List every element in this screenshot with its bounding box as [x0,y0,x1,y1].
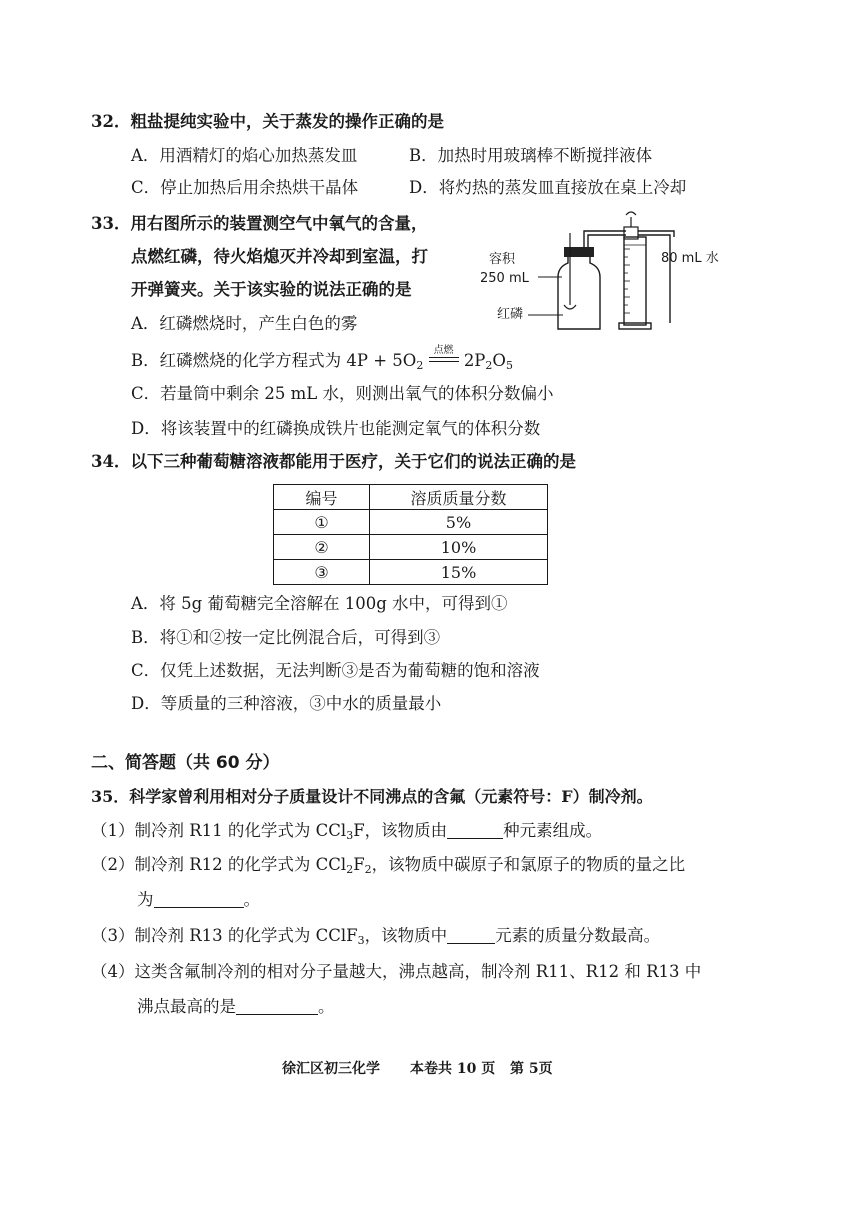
q33-option-d: D．将该装置中的红磷换成铁片也能测定氧气的体积分数 [131,419,541,438]
reaction-condition-label: 点燃 [433,345,454,356]
q35-part3 [91,925,660,947]
water-label: 80 mL 水 [661,251,719,266]
q35-part1-c: 种元素组成。 [503,821,603,840]
q35-part2-sub1: 2 [346,863,354,876]
table-cell-value: 10% [370,535,548,560]
bottle [558,255,600,329]
volume-label-2: 250 mL [480,271,529,286]
table-cell-number: ③ [274,560,370,585]
footer-total-pages: 本卷共 10 页 [410,1061,496,1077]
q33-option-b-p-sub: 2 [485,359,493,372]
volume-label-1: 容积 [489,252,516,267]
answer-blank-3[interactable] [447,927,495,944]
apparatus-figure [478,205,738,335]
q34-stem: 34．以下三种葡萄糖溶液都能用于医疗，关于它们的说法正确的是 [91,452,576,471]
q35-part4-line2 [137,996,335,1018]
q35-part2-a: （2）制冷剂 R12 的化学式为 CCl [91,855,347,874]
q35-part2-line2 [137,889,260,911]
q34-option-d: D．等质量的三种溶液，③中水的质量最小 [131,694,442,713]
q32-option-b: B．加热时用玻璃棒不断搅拌液体 [409,146,653,165]
q33-option-b [131,345,513,372]
table-cell-value: 5% [370,510,548,535]
q35-part3-c: 元素的质量分数最高。 [495,926,661,945]
q35-part2-sub2: 2 [364,863,372,876]
q35-part3-sub: 3 [357,934,365,947]
q34-option-b: B．将①和②按一定比例混合后，可得到③ [131,628,441,647]
q34-option-a: A．将 5g 葡萄糖完全溶解在 100g 水中，可得到① [131,594,508,613]
q33-option-a: A．红磷燃烧时，产生白色的雾 [131,314,358,333]
q35-part2-d: 为 [137,890,154,909]
table-header-number: 编号 [274,485,370,510]
concentration-table [273,484,548,585]
spoon-cup [564,305,576,309]
q33-stem-line1: 33．用右图所示的装置测空气中氧气的含量， [91,214,428,233]
answer-blank-1[interactable] [447,822,503,839]
table-row [274,560,548,585]
q32-option-d: D．将灼热的蒸发皿直接放在桌上冷却 [409,178,687,197]
cylinder-scale [624,249,630,313]
reaction-condition [429,345,459,372]
q33-option-b-o2-sub: 2 [416,359,424,372]
q35-part4-b: 沸点最高的是 [137,997,236,1016]
q35-part1 [91,820,602,842]
q35-part1-a: （1）制冷剂 R11 的化学式为 CCl [91,821,347,840]
table-cell-value: 15% [370,560,548,585]
q35-stem: 35．科学家曾利用相对分子质量设计不同沸点的含氟（元素符号：F）制冷剂。 [91,787,653,806]
q33-option-b-o-sub: 5 [505,359,513,372]
q35-part3-a: （3）制冷剂 R13 的化学式为 CClF [91,926,358,945]
q33-stem-line3: 开弹簧夹。关于该实验的说法正确的是 [131,280,412,299]
section-title: 二、简答题（共 60 分） [91,753,280,773]
footer-school: 徐汇区初三化学 [282,1061,380,1077]
table-row [274,535,548,560]
q33-option-b-o: O [492,351,506,370]
table-header-row [274,485,548,510]
answer-blank-4[interactable] [236,998,318,1015]
answer-blank-2[interactable] [154,891,244,908]
table-row [274,510,548,535]
q34-option-c: C．仅凭上述数据，无法判断③是否为葡萄糖的饱和溶液 [131,661,540,680]
q35-part2-b: F [353,855,365,874]
q32-option-a: A．用酒精灯的焰心加热蒸发皿 [131,146,358,165]
q35-part4: （4）这类含氟制冷剂的相对分子量越大，沸点越高，制冷剂 R11、R12 和 R13 中 [91,962,702,981]
q33-option-b-prefix: B．红磷燃烧的化学方程式为 4P + 5O [131,351,417,370]
q35-part1-sub: 3 [346,829,354,842]
q32-stem: 32．粗盐提纯实验中，关于蒸发的操作正确的是 [91,112,444,131]
stopper [564,247,594,257]
table-cell-number: ② [274,535,370,560]
q35-part4-c: 。 [318,997,335,1016]
q33-stem-line2: 点燃红磷，待火焰熄灭并冷却到室温，打 [131,247,428,266]
q35-part2-c: ，该物质中碳原子和氯原子的物质的量之比 [371,855,686,874]
phosphorus-label: 红磷 [497,307,524,322]
q33-option-b-product: 2P [463,351,486,370]
footer-page-number: 第 5页 [510,1061,553,1077]
table-header-mass-fraction: 溶质质量分数 [370,485,548,510]
q35-part3-b: ，该物质中 [364,926,448,945]
clip-handle [626,212,636,227]
q32-option-c: C．停止加热后用余热烘干晶体 [131,178,359,197]
q35-part1-b: F，该物质由 [353,821,448,840]
table-cell-number: ① [274,510,370,535]
q33-option-c: C．若量筒中剩余 25 mL 水，则测出氧气的体积分数偏小 [131,384,554,403]
q35-part2 [91,854,685,876]
q35-part2-e: 。 [243,890,260,909]
